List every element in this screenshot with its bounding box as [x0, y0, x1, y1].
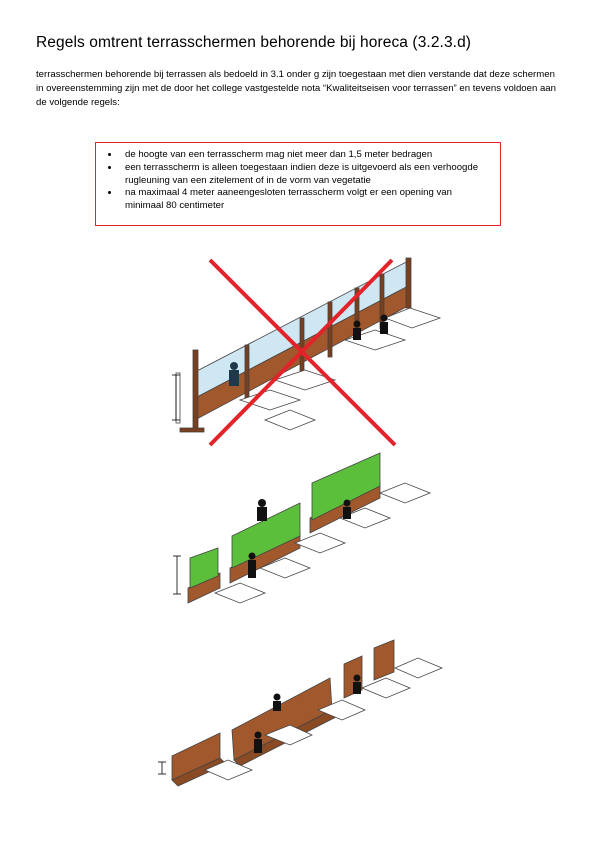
- rule-opening: • na maximaal 4 meter aaneengesloten terrasscherm volgt er een opening van minimaal 80 centimeter: [120, 187, 492, 213]
- rule-height: • de hoogte van een terrasscherm mag niet meer dan 1,5 meter bedragen: [120, 149, 492, 162]
- rules-list: [96, 143, 500, 213]
- page-title: Regels omtrent terrasschermen behorende bij horeca (3.2.3.d): [36, 34, 472, 51]
- intro-paragraph: terrasschermen behorende bij terrassen als bedoeld in 3.1 onder g zijn toegestaan met dien verstande dat deze schermen in overeenstemming zijn met de door het college vastgestelde nota “Kwaliteitseisen voor terrassen” en tevens voldoen aan de volgende regels:: [36, 69, 556, 109]
- rule-form: • een terrasscherm is alleen toegestaan indien deze is uitgevoerd als een verhoogde rugleuning van een zitelement of in de vorm van vegetatie: [120, 162, 492, 188]
- illustration-glass-screen-crossed: [0, 250, 596, 450]
- rules-box: [95, 142, 501, 226]
- illustration-vegetation-screen: [0, 448, 596, 638]
- illustration-bench-backrest: [0, 630, 596, 810]
